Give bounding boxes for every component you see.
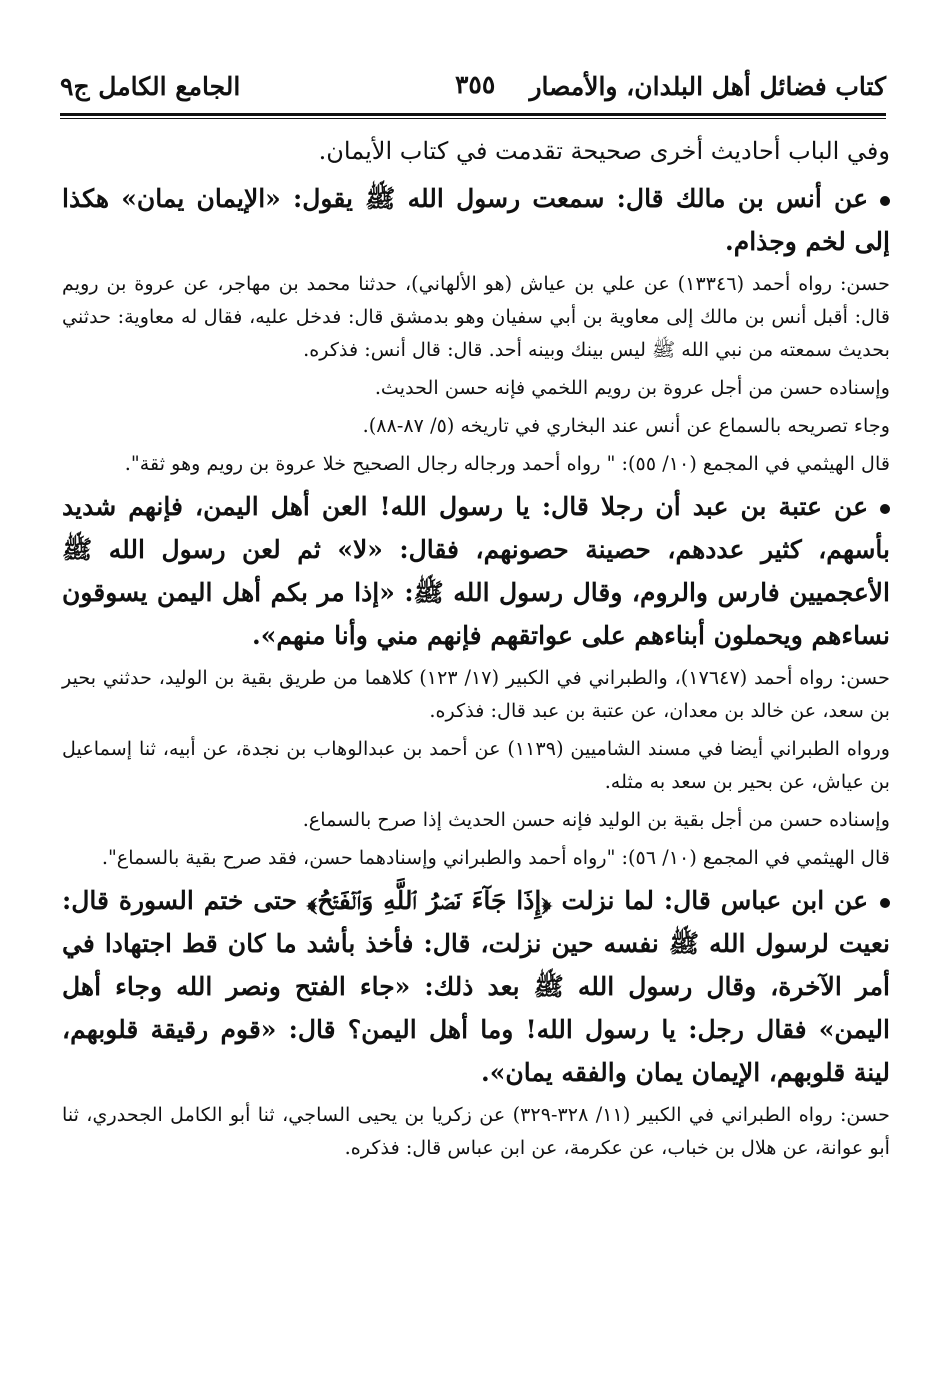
takhrij-note: حسن: رواه الطبراني في الكبير (١١/ ٣٢٨-٣٢٩) عن زكريا بن يحيى الساجي، ثنا أبو الكامل الجحدري، ثنا أبو عوانة، عن هلال بن خباب، عن عكرمة، عن ابن عباس قال: فذكره. (62, 1103, 890, 1159)
hadith-paragraph: عن عتبة بن عبد أن رجلا قال: يا رسول الله! العن أهل اليمن، فإنهم شديد بأسهم، كثير عددهم، حصينة حصونهم، فقال: «لا» ثم لعن رسول الله ﷺ الأعجميين فارس والروم، وقال رسول الله ﷺ: «إذا مر بكم أهل اليمن يسوقون نساءهم ويحملون أبناءهم على عواتقهم فإنهم مني وأنا منهم». (62, 492, 890, 650)
hadith-paragraph: عن أنس بن مالك قال: سمعت رسول الله ﷺ يقول: «الإيمان يمان» هكذا إلى لخم وجذام. (62, 184, 890, 256)
paragraph: وفي الباب أحاديث أخرى صحيحة تقدمت في كتاب الأيمان. (318, 137, 890, 165)
takhrij-note: وجاء تصريحه بالسماع عن أنس عند البخاري في تاريخه (٥/ ٨٧-٨٨). (362, 414, 890, 437)
running-header (60, 64, 886, 104)
header-rule-thick (60, 113, 886, 116)
bullet-icon (880, 504, 890, 514)
takhrij-note: وإسناده حسن من أجل عروة بن رويم اللخمي فإنه حسن الحديث. (374, 376, 890, 399)
header-rule-thin (60, 118, 886, 119)
takhrij-note: ورواه الطبراني أيضا في مسند الشاميين (١١٣٩) عن أحمد بن عبدالوهاب بن نجدة، عن أبيه، ثنا إسماعيل بن عياش، عن بحير بن سعد به مثله. (62, 737, 891, 793)
bullet-icon (880, 196, 890, 206)
takhrij-note: حسن: رواه أحمد (١٧٦٤٧)، والطبراني في الكبير (١٧/ ١٢٣) كلاهما من طريق بقية بن الوليد، حدثني بحير بن سعد، عن خالد بن معدان، عن عتبة بن عبد قال: فذكره. (62, 666, 890, 722)
hadith-paragraph: عن ابن عباس قال: لما نزلت ﴿إِذَا جَآءَ نَصۡرُ ٱللَّهِ وَٱلۡفَتۡحُ﴾ حتى ختم السورة قال: نعيت لرسول الله ﷺ نفسه حين نزلت، قال: فأخذ بأشد ما كان قط اجتهادا في أمر الآخرة، وقال رسول الله ﷺ بعد ذلك: «جاء الفتح ونصر الله وجاء أهل اليمن» فقال رجل: يا رسول الله! وما أهل اليمن؟ قال: «قوم رقيقة قلوبهم، لينة قلوبهم، الإيمان يمان والفقه يمان». (62, 886, 890, 1087)
page-number: ٣٥٥ (455, 70, 496, 99)
takhrij-note: حسن: رواه أحمد (١٣٣٤٦) عن علي بن عياش (هو الألهاني)، حدثنا محمد بن مهاجر، عن عروة بن رويم قال: أقبل أنس بن مالك إلى معاوية بن أبي سفيان وهو بدمشق قال: فدخل عليه، فقال له معاوية: حدثني بحديث سمعته من نبي الله ﷺ ليس بينك وبينه أحد. قال: قال أنس: فذكره. (62, 272, 890, 361)
page-body (62, 130, 890, 1169)
takhrij-note: وإسناده حسن من أجل بقية بن الوليد فإنه حسن الحديث إذا صرح بالسماع. (302, 808, 890, 831)
book-section-title: كتاب فضائل أهل البلدان، والأمصار (529, 72, 886, 101)
book-title: الجامع الكامل ج٩ (60, 72, 241, 101)
takhrij-note: قال الهيثمي في المجمع (١٠/ ٥٦): "رواه أحمد والطبراني وإسنادهما حسن، فقد صرح بقية بالسماع". (101, 846, 890, 869)
takhrij-note: قال الهيثمي في المجمع (١٠/ ٥٥): " رواه أحمد ورجاله رجال الصحيح خلا عروة بن رويم وهو ثقة". (124, 452, 890, 475)
bullet-icon (880, 898, 890, 908)
